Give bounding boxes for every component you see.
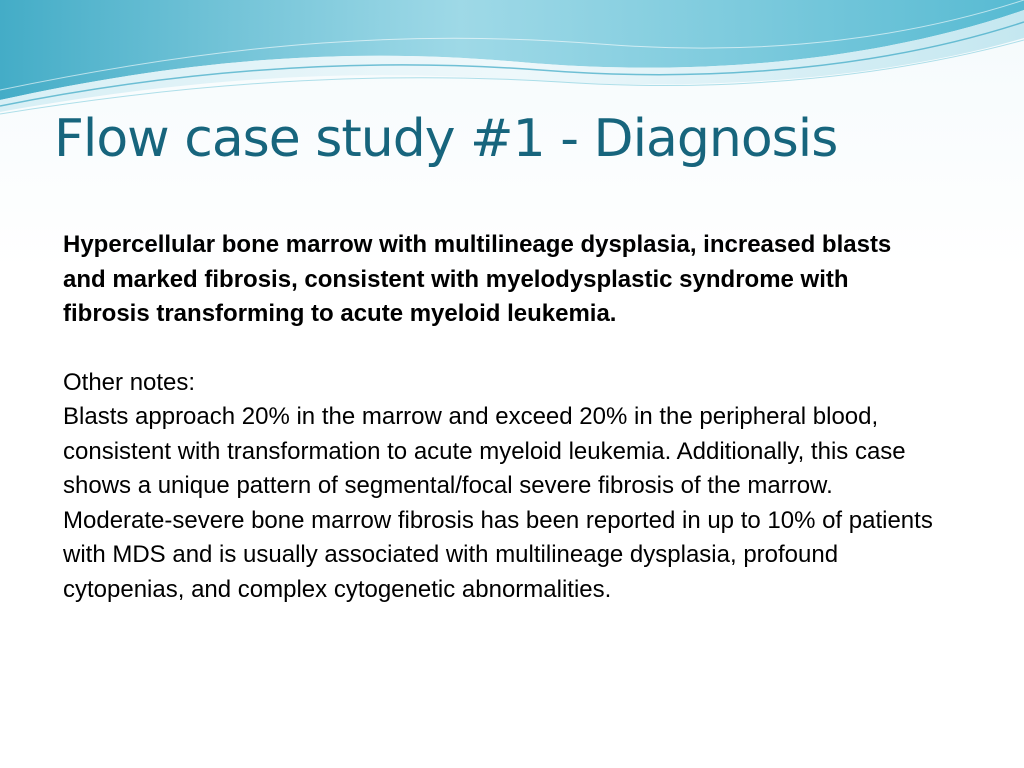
diagnosis-summary: Hypercellular bone marrow with multilineage dysplasia, increased blasts and marked fibrosis, consistent with myelodysplastic syndrome with fibrosis transforming to acute myeloid leukemia. [63, 231, 892, 327]
notes-heading: Other notes: [63, 368, 196, 396]
notes-text: Blasts approach 20% in the marrow and exceed 20% in the peripheral blood, consistent with transformation to acute myeloid leukemia. Additionally, this case shows a unique pattern of segmental/focal severe fibrosis of the marrow. Moderate-severe bone marrow fibrosis has been reported in up to 10% of patients with MDS and is usually associated with multilineage dysplasia, profound cytopenias, and complex cytogenetic abnormalities. [63, 403, 933, 603]
paragraph-spacer [63, 332, 943, 366]
slide-body [63, 228, 943, 607]
slide-title: Flow case study #1 - Diagnosis [54, 109, 838, 169]
